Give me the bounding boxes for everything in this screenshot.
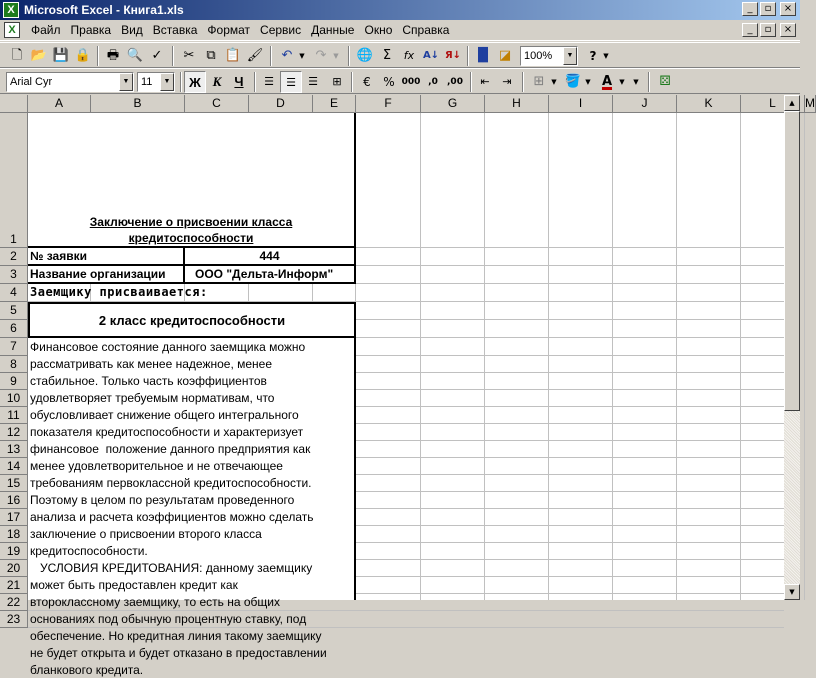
menu-item[interactable]: Правка <box>70 23 112 37</box>
row-header[interactable]: 21 <box>0 577 28 594</box>
zoom-value: 100% <box>524 50 553 62</box>
font-size-select[interactable] <box>137 72 175 92</box>
conclusion-text-line: удовлетворяет требуемым нормативам, что <box>30 391 275 405</box>
row-header[interactable]: 13 <box>0 441 28 458</box>
cut-icon[interactable]: ✂ <box>183 48 195 63</box>
thousands-icon[interactable]: 000 <box>401 77 421 87</box>
drawing-icon[interactable]: ◪ <box>498 48 512 63</box>
format-painter-icon[interactable]: 🖌 <box>246 48 264 63</box>
request-number-value[interactable]: 444 <box>185 248 356 266</box>
row-header[interactable]: 2 <box>0 248 28 266</box>
title-line-1: Заключение о присвоении класса <box>89 215 293 229</box>
row-header[interactable]: 23 <box>0 611 28 628</box>
row-header[interactable]: 5 <box>0 302 28 320</box>
document-icon[interactable]: X <box>4 22 20 38</box>
sort-desc-icon[interactable]: Я↓ <box>444 50 462 61</box>
menu-item[interactable]: Файл <box>31 23 61 37</box>
worksheet[interactable] <box>0 95 815 677</box>
align-right-icon[interactable]: ☰ <box>308 75 318 88</box>
class-result-cell[interactable]: 2 класс кредитоспособности <box>28 302 356 338</box>
column-header[interactable]: G <box>421 95 485 113</box>
doc-restore-button[interactable]: ▫ <box>760 23 776 37</box>
decrease-indent-icon[interactable]: ⇤ <box>480 75 490 88</box>
function-icon[interactable]: fx <box>403 49 415 62</box>
row-header[interactable]: 4 <box>0 284 28 302</box>
excel-app-icon[interactable]: X <box>3 2 19 18</box>
row-header[interactable]: 17 <box>0 509 28 526</box>
column-header[interactable]: D <box>249 95 313 113</box>
save-icon[interactable]: 💾 <box>52 48 70 63</box>
chart-wizard-icon[interactable]: ▐▌ <box>473 48 493 63</box>
conclusion-text-line: УСЛОВИЯ КРЕДИТОВАНИЯ: данному заемщику <box>30 561 313 575</box>
print-icon[interactable]: 🖶 <box>106 48 120 63</box>
column-header[interactable]: J <box>613 95 677 113</box>
menu-item[interactable]: Окно <box>364 23 393 37</box>
row-header[interactable]: 18 <box>0 526 28 543</box>
column-header[interactable]: K <box>677 95 741 113</box>
standard-toolbar <box>0 42 800 68</box>
row-header[interactable]: 12 <box>0 424 28 441</box>
menu-item[interactable]: Справка <box>402 23 450 37</box>
sort-asc-icon[interactable]: А↓ <box>422 50 440 61</box>
font-name-value: Arial Cyr <box>10 76 53 88</box>
window-title: Microsoft Excel - Книга1.xls <box>24 3 184 17</box>
column-header[interactable]: C <box>185 95 249 113</box>
column-header[interactable]: F <box>356 95 421 113</box>
vertical-scrollbar[interactable] <box>784 95 800 600</box>
conclusion-text-line: второклассному заемщику, то есть на общих <box>30 595 280 609</box>
menu-item[interactable]: Формат <box>207 23 251 37</box>
font-color-icon[interactable]: A <box>601 74 613 89</box>
smart-icon[interactable]: ⚄ <box>659 74 671 89</box>
help-icon[interactable]: ? <box>589 49 597 63</box>
paste-icon[interactable]: 📋 <box>224 48 242 63</box>
row-header[interactable]: 1 <box>0 113 28 248</box>
doc-minimize-button[interactable]: _ <box>742 23 758 37</box>
scroll-up-icon[interactable]: ▲ <box>784 95 800 111</box>
redo-dropdown-icon[interactable]: ▼ <box>333 52 339 60</box>
decrease-decimal-icon[interactable]: ,00 <box>447 77 463 87</box>
font-name-dropdown-icon[interactable]: ▼ <box>119 73 133 91</box>
font-color-dropdown-icon[interactable]: ▼ <box>619 78 625 86</box>
menu-item[interactable]: Сервис <box>260 23 302 37</box>
percent-icon[interactable]: % <box>383 75 395 89</box>
conclusion-text-line: Финансовое состояние данного заемщика можно <box>30 340 306 354</box>
font-name-select[interactable] <box>6 72 134 92</box>
undo-dropdown-icon[interactable]: ▼ <box>299 52 305 60</box>
row-header[interactable]: 22 <box>0 594 28 611</box>
borders-icon[interactable]: ⊞ <box>533 74 545 89</box>
row-header[interactable]: 10 <box>0 390 28 407</box>
organization-value[interactable]: ООО "Дельта-Информ" <box>185 266 356 284</box>
title-bar <box>0 0 800 20</box>
row-header[interactable]: 14 <box>0 458 28 475</box>
row-header[interactable]: 6 <box>0 320 28 338</box>
formatting-toolbar <box>0 68 800 94</box>
row-header[interactable]: 9 <box>0 373 28 390</box>
conclusion-text-line: основаниях под обычную процентную ставку, под <box>30 612 307 626</box>
zoom-dropdown-icon[interactable]: ▼ <box>563 47 577 65</box>
close-button[interactable]: × <box>780 2 796 16</box>
row-header[interactable]: 16 <box>0 492 28 509</box>
currency-icon[interactable]: € <box>363 75 371 89</box>
title-line-2: кредитоспособности <box>128 231 254 245</box>
conclusion-text-line: финансовое положение данного предприятия как <box>30 442 311 456</box>
column-header[interactable]: L <box>741 95 805 113</box>
select-all-corner[interactable] <box>0 95 28 113</box>
conclusion-text-line: требованиям первоклассной кредитоспособности. <box>30 476 312 490</box>
hyperlink-icon[interactable]: 🌐 <box>356 48 374 63</box>
open-icon[interactable]: 📂 <box>30 48 48 63</box>
row-header[interactable]: 19 <box>0 543 28 560</box>
conclusion-text-cell[interactable] <box>28 338 356 677</box>
column-headers <box>0 95 815 113</box>
autosum-icon[interactable]: Σ <box>382 48 392 63</box>
menu-item[interactable]: Данные <box>311 23 355 37</box>
increase-decimal-icon[interactable]: ,0 <box>428 77 438 87</box>
new-icon[interactable]: 🗋 <box>11 48 23 63</box>
row-header[interactable]: 15 <box>0 475 28 492</box>
column-header[interactable]: B <box>91 95 185 113</box>
column-header[interactable]: A <box>28 95 91 113</box>
borders-dropdown-icon[interactable]: ▼ <box>551 78 557 86</box>
align-left-icon[interactable]: ☰ <box>264 75 274 88</box>
align-center-icon[interactable]: ☰ <box>280 71 302 93</box>
request-number-label[interactable]: № заявки <box>28 248 185 266</box>
undo-icon[interactable]: ↶ <box>281 48 293 63</box>
scroll-thumb[interactable] <box>784 111 800 411</box>
row-header[interactable]: 20 <box>0 560 28 577</box>
assigned-label[interactable]: Заемщику присваивается: <box>30 285 208 299</box>
conclusion-text-line: стабильное. Только часть коэффициентов <box>30 374 267 388</box>
column-header[interactable]: M <box>805 95 816 113</box>
zoom-select[interactable] <box>520 46 578 66</box>
conclusion-text-line: анализа и расчета коэффициентов можно сделать <box>30 510 314 524</box>
fill-color-dropdown-icon[interactable]: ▼ <box>585 78 591 86</box>
conclusion-text-line: кредитоспособности. <box>30 544 148 558</box>
spelling-icon[interactable]: ✓ <box>151 48 163 63</box>
column-header[interactable]: E <box>313 95 356 113</box>
conclusion-text-line: бланкового кредита. <box>30 663 144 677</box>
conclusion-text-line: обусловливает снижение общего интегрального <box>30 408 299 422</box>
scroll-down-icon[interactable]: ▼ <box>784 584 800 600</box>
conclusion-text-line: не будет открыта и будет отказано в предоставлении <box>30 646 327 660</box>
row-header[interactable]: 11 <box>0 407 28 424</box>
fill-color-icon[interactable]: 🪣 <box>564 74 582 89</box>
conclusion-text-line: менее удовлетворительное и не отвечающее <box>30 459 283 473</box>
restore-button[interactable]: ▫ <box>760 2 776 16</box>
merge-center-icon[interactable]: ⊞ <box>332 75 342 88</box>
column-header[interactable]: I <box>549 95 613 113</box>
bold-button[interactable]: Ж <box>184 71 206 93</box>
conclusion-text-line: заключение о присвоении второго класса <box>30 527 262 541</box>
conclusion-text-line: Поэтому в целом по результатам проведенного <box>30 493 295 507</box>
conclusion-text-line: показателя кредитоспособности и характеризует <box>30 425 304 439</box>
font-size-dropdown-icon[interactable]: ▼ <box>160 73 174 91</box>
menu-item[interactable]: Вид <box>121 23 143 37</box>
font-size-value: 11 <box>141 76 153 88</box>
permission-icon[interactable]: 🔒 <box>74 48 92 63</box>
menu-bar <box>0 20 800 41</box>
row-header[interactable]: 3 <box>0 266 28 284</box>
conclusion-text-line: рассматривать как менее надежное, менее <box>30 357 273 371</box>
underline-button[interactable]: Ч <box>234 74 244 89</box>
doc-close-button[interactable]: × <box>780 23 796 37</box>
help-dropdown-icon[interactable]: ▼ <box>603 52 609 60</box>
title-cell[interactable] <box>28 113 356 248</box>
row-header[interactable]: 8 <box>0 356 28 373</box>
row-header[interactable]: 7 <box>0 338 28 356</box>
organization-label[interactable]: Название организации <box>28 266 185 284</box>
minimize-button[interactable]: _ <box>742 2 758 16</box>
print-preview-icon[interactable]: 🔍 <box>126 48 144 63</box>
menu-item[interactable]: Вставка <box>152 23 198 37</box>
italic-button[interactable]: К <box>212 74 222 89</box>
conclusion-text-line: обеспечение. Но кредитная линия такому заемщику <box>30 629 322 643</box>
column-header[interactable]: H <box>485 95 549 113</box>
redo-icon[interactable]: ↷ <box>315 48 327 63</box>
toolbar-options-icon[interactable]: ▼ <box>633 78 639 86</box>
copy-icon[interactable]: ⧉ <box>206 48 216 63</box>
increase-indent-icon[interactable]: ⇥ <box>502 75 512 88</box>
conclusion-text-line: может быть предоставлен кредит как <box>30 578 238 592</box>
